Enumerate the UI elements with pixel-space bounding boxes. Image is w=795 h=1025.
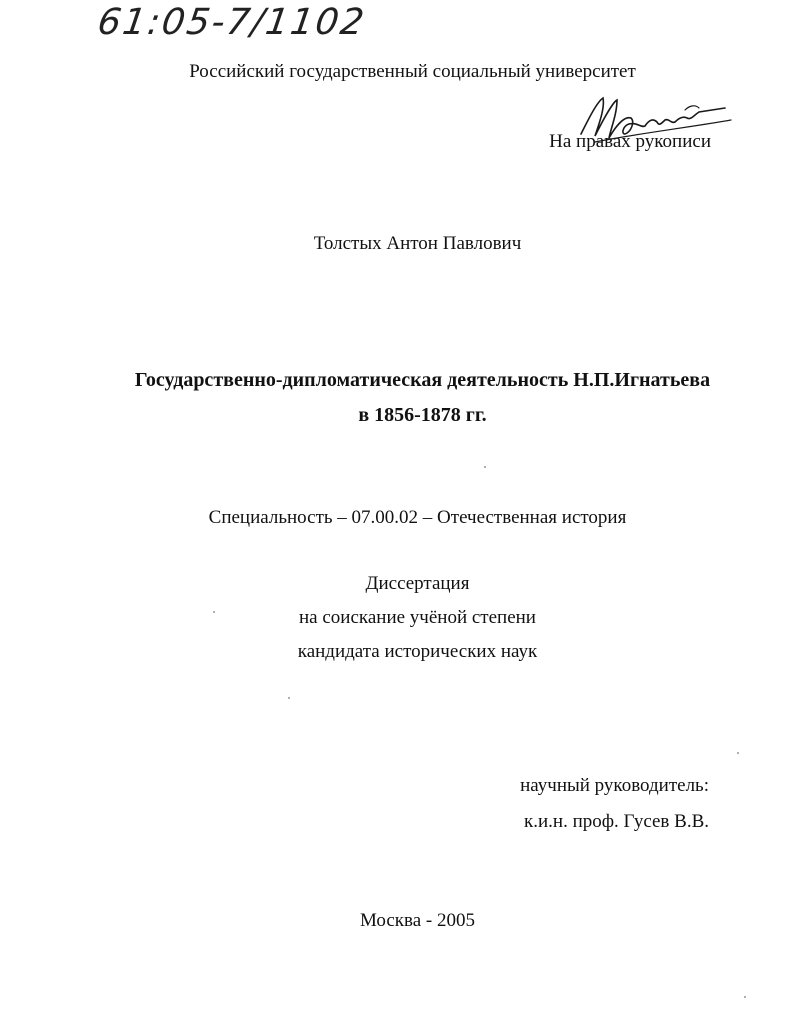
advisor-name: к.и.н. проф. Гусев В.В. <box>524 811 709 832</box>
scan-speck <box>288 697 290 699</box>
scan-speck <box>484 466 486 468</box>
author-name: Толстых Антон Павлович <box>313 233 522 254</box>
degree-purpose: на соискание учёной степени <box>299 607 536 628</box>
city-year: Москва - 2005 <box>359 910 476 931</box>
advisor-label: научный руководитель: <box>520 775 709 796</box>
university-name: Российский государственный социальный университет <box>189 61 636 82</box>
dissertation-label: Диссертация <box>365 573 470 594</box>
dissertation-title-line-1: Государственно-дипломатическая деятельность Н.П.Игнатьева <box>134 369 711 391</box>
scan-speck <box>213 611 215 613</box>
scan-speck <box>744 996 746 998</box>
degree-name: кандидата исторических наук <box>297 641 538 662</box>
signature-icon <box>575 88 735 158</box>
specialty: Специальность – 07.00.02 – Отечественная история <box>208 507 627 528</box>
dissertation-title-line-2: в 1856-1878 гг. <box>358 404 487 426</box>
handwritten-archive-code: 61:05-7/1102 <box>95 2 369 43</box>
scan-speck <box>737 752 739 754</box>
manuscript-note: На правах рукописи <box>549 131 711 152</box>
